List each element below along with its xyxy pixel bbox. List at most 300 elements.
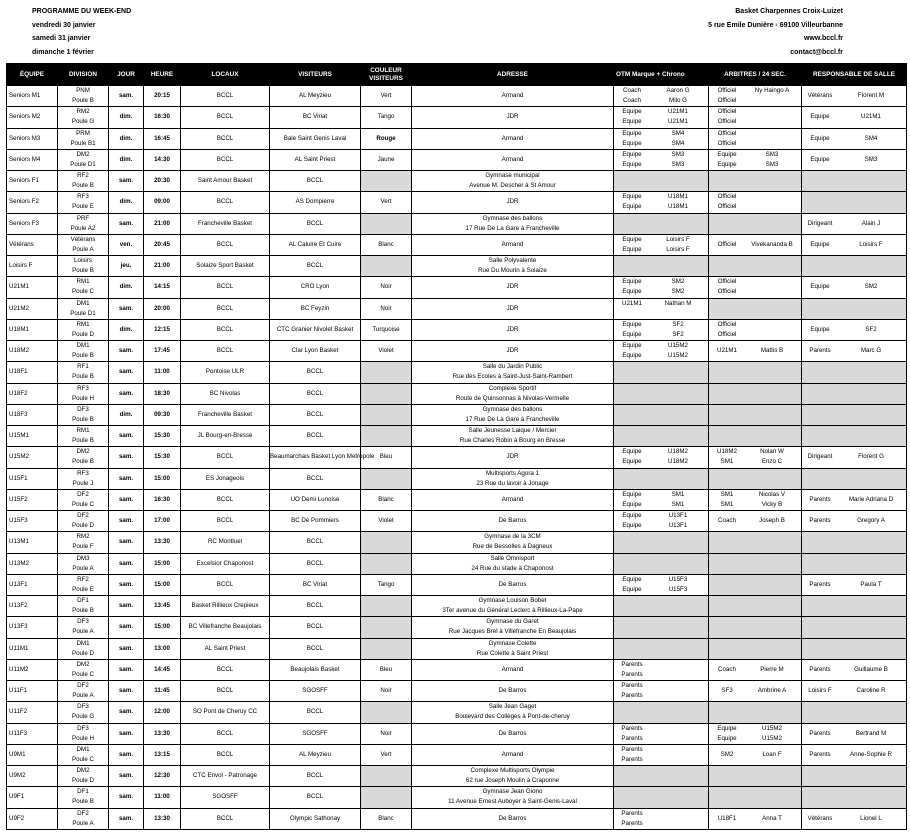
hall-manager-cell (802, 298, 907, 319)
home-team-cell: Solaize Sport Basket (181, 256, 270, 277)
division-level: DM1 (76, 342, 90, 350)
division-pool: Poule C (71, 288, 94, 296)
hall-manager-cell-role: Vétérans (807, 814, 833, 822)
away-team-cell: BCCL (270, 426, 361, 447)
away-team-cell: Beaujolais Basket (270, 659, 361, 680)
away-team-cell: BCCL (270, 468, 361, 489)
table-row (7, 107, 907, 128)
division-pool: Poule B (72, 373, 94, 381)
referee-cell-person (743, 202, 801, 212)
address-cell (412, 171, 614, 192)
otm-cell-role: Equipe (622, 585, 642, 593)
referee-cell (709, 149, 802, 170)
home-team-cell: BCCL (181, 86, 270, 107)
address-line: Rue des Ecoles à Saint-Just-Saint-Rambert (452, 373, 573, 381)
hall-manager-cell-person: Marie Adriana D (848, 495, 894, 503)
away-color-cell: Tango (361, 107, 412, 128)
away-team-cell: Olympic Sathonay (270, 808, 361, 829)
team-cell: U21M2 (7, 298, 58, 319)
away-color-cell (361, 171, 412, 192)
away-color-cell: Vert (361, 86, 412, 107)
otm-cell-person: U13F1 (668, 512, 688, 520)
otm-cell-role: Equipe (622, 160, 642, 168)
col-header-otm-text: OTM Marque + Chrono (616, 70, 685, 78)
division-level: DF1 (77, 788, 89, 796)
time-cell: 21:00 (144, 256, 181, 277)
table-row (7, 362, 907, 383)
address-line: De Barros (498, 729, 527, 737)
referee-cell-line (709, 96, 801, 106)
referee-cell-person (743, 139, 801, 149)
home-team-cell: RC Montluel (181, 532, 270, 553)
otm-cell-role: Equipe (622, 342, 642, 350)
referee-cell-line (709, 665, 801, 675)
table-row (7, 256, 907, 277)
table-row (7, 298, 907, 319)
away-team-cell: BC De Pommiers (270, 511, 361, 532)
referee-cell-role: Equipe (717, 724, 737, 732)
division-pool: Poule B (72, 352, 94, 360)
hall-manager-cell-person: SM4 (864, 134, 878, 142)
otm-cell-person: Aaron G (666, 87, 690, 95)
referee-cell (709, 553, 802, 574)
referee-cell-line (709, 202, 801, 212)
division-cell (58, 744, 109, 765)
time-cell: 13:45 (144, 596, 181, 617)
otm-cell (614, 234, 709, 255)
address-cell (412, 234, 614, 255)
address-line: JDR (506, 453, 519, 461)
time-cell: 14:15 (144, 277, 181, 298)
otm-cell-person: SM1 (671, 500, 685, 508)
otm-cell-line (614, 681, 708, 691)
referee-cell-line (709, 447, 801, 457)
otm-cell-line (614, 299, 708, 309)
home-team-cell: Pontoise ULR (181, 362, 270, 383)
otm-cell-person: SM3 (671, 160, 685, 168)
team-cell: U15F1 (7, 468, 58, 489)
referee-cell-line (709, 139, 801, 149)
otm-cell-line (614, 320, 708, 330)
club-name: Basket Charpennes Croix-Luizet (735, 8, 843, 15)
day-cell: sam. (109, 808, 144, 829)
otm-cell-line (614, 691, 708, 701)
away-team-cell: BC Feyzin (270, 298, 361, 319)
referee-cell-role: Officiel (717, 320, 737, 328)
referee-cell-person (743, 96, 801, 106)
referee-cell (709, 341, 802, 362)
team-cell: Vétérans (7, 234, 58, 255)
otm-cell-line (614, 755, 708, 765)
otm-cell (614, 659, 709, 680)
division-pool: Poule B (72, 415, 94, 423)
address-cell (412, 149, 614, 170)
table-row (7, 489, 907, 510)
division-pool: Poule H (71, 394, 94, 402)
otm-cell-person: U15M2 (668, 352, 688, 360)
team-cell: U9M2 (7, 766, 58, 787)
hall-manager-cell-person: U21M1 (861, 113, 881, 121)
team-cell: U9F1 (7, 787, 58, 808)
referee-cell (709, 808, 802, 829)
division-pool: Poule F (72, 543, 94, 551)
division-pool: Poule E (72, 585, 94, 593)
otm-cell-person: Nathan M (664, 299, 692, 307)
address-line: Gymnase Colette (488, 639, 537, 647)
time-cell: 15:30 (144, 426, 181, 447)
team-cell: Seniors M2 (7, 107, 58, 128)
address-cell (412, 489, 614, 510)
referee-cell (709, 404, 802, 425)
team-cell: U15F3 (7, 511, 58, 532)
hall-manager-cell (802, 511, 907, 532)
hall-manager-cell-line (802, 665, 906, 675)
hall-manager-cell (802, 574, 907, 595)
away-team-cell: CTC Granier Nivolet Basket (270, 319, 361, 340)
referee-cell-person: Enzo C (761, 458, 783, 466)
referee-cell (709, 171, 802, 192)
time-cell: 14:45 (144, 659, 181, 680)
address-line: Gymnase du Garet (486, 618, 539, 626)
day-cell: sam. (109, 617, 144, 638)
address-cell (412, 128, 614, 149)
otm-cell (614, 723, 709, 744)
referee-cell-line (709, 457, 801, 467)
otm-cell (614, 638, 709, 659)
division-level: RF3 (77, 469, 89, 477)
otm-cell-role: Equipe (622, 448, 642, 456)
otm-cell-role: Equipe (622, 118, 642, 126)
otm-cell-line (614, 192, 708, 202)
otm-cell-role: Parents (621, 660, 643, 668)
referee-cell-person: Nicolas V (758, 490, 786, 498)
otm-cell-line (614, 160, 708, 170)
table-row (7, 596, 907, 617)
otm-cell (614, 319, 709, 340)
otm-cell (614, 766, 709, 787)
team-cell: Seniors M1 (7, 86, 58, 107)
time-cell: 09:00 (144, 192, 181, 213)
away-color-cell: Violet (361, 511, 412, 532)
division-cell (58, 596, 109, 617)
referee-cell-line (709, 516, 801, 526)
division-pool: Poule G (71, 118, 95, 126)
division-pool: Poule D1 (70, 160, 96, 168)
hall-manager-cell-person: Alain J (861, 219, 881, 227)
address-line: De Barros (498, 687, 527, 695)
date-line: vendredi 30 janvier (32, 21, 96, 29)
away-team-cell: BCCL (270, 256, 361, 277)
day-cell: sam. (109, 766, 144, 787)
otm-cell-role: Equipe (622, 320, 642, 328)
otm-cell-role: Equipe (622, 458, 642, 466)
col-header-division: DIVISION (58, 64, 109, 86)
home-team-cell: BC Villefranche Beaujolais (181, 617, 270, 638)
table-row (7, 574, 907, 595)
referee-cell (709, 107, 802, 128)
home-team-cell: SGOSFF (181, 787, 270, 808)
division-level: Vétérans (70, 235, 96, 243)
home-team-cell: BCCL (181, 128, 270, 149)
division-level: DF2 (77, 490, 89, 498)
home-team-cell: BCCL (181, 319, 270, 340)
referee-cell-line (709, 117, 801, 127)
club-address: 5 rue Emile Dunière - 69100 Villeurbanne (708, 21, 843, 29)
otm-cell-line (614, 447, 708, 457)
referee-cell-role: Officiel (717, 240, 737, 248)
address-line: Armand (501, 155, 524, 163)
away-color-cell: Blanc (361, 489, 412, 510)
away-color-cell (361, 213, 412, 234)
otm-cell (614, 808, 709, 829)
table-row (7, 86, 907, 107)
division-pool: Poule B (72, 458, 94, 466)
day-cell: dim. (109, 107, 144, 128)
away-color-cell (361, 532, 412, 553)
otm-cell (614, 277, 709, 298)
away-color-cell: Vert (361, 192, 412, 213)
hall-manager-cell-line (802, 240, 906, 250)
home-team-cell: BCCL (181, 234, 270, 255)
referee-cell-line (709, 150, 801, 160)
referee-cell-role: Officiel (717, 203, 737, 211)
division-pool: Poule A2 (70, 224, 96, 232)
table-row (7, 532, 907, 553)
address-line: Gymnase des ballons (482, 405, 543, 413)
address-line: Rue Charles Robin à Bourg en Bresse (459, 437, 566, 445)
day-cell: sam. (109, 362, 144, 383)
address-cell (412, 277, 614, 298)
away-team-cell: BC Viriat (270, 574, 361, 595)
day-cell: sam. (109, 744, 144, 765)
referee-cell-role: SF3 (721, 687, 733, 695)
day-cell: sam. (109, 681, 144, 702)
team-cell: U9M1 (7, 744, 58, 765)
address-cell (412, 213, 614, 234)
time-cell: 11:45 (144, 681, 181, 702)
otm-cell-line (614, 277, 708, 287)
table-row (7, 128, 907, 149)
referee-cell-line (709, 490, 801, 500)
time-cell: 12:00 (144, 702, 181, 723)
team-cell: U13M2 (7, 553, 58, 574)
division-pool: Poule D (71, 522, 94, 530)
address-cell (412, 511, 614, 532)
otm-cell (614, 787, 709, 808)
referee-cell-role: SM1 (720, 458, 734, 466)
team-cell: U18F3 (7, 404, 58, 425)
away-color-cell: Tango (361, 574, 412, 595)
time-cell: 12:15 (144, 319, 181, 340)
division-level: RM2 (76, 533, 90, 541)
referee-cell-role: Equipe (717, 734, 737, 742)
otm-cell-role: Parents (621, 809, 643, 817)
division-pool: Poule C (71, 670, 94, 678)
col-header-adresse: ADRESSE (412, 64, 614, 86)
hall-manager-cell (802, 149, 907, 170)
hall-manager-cell (802, 277, 907, 298)
hall-manager-cell-person: Caroline R (856, 687, 886, 695)
referee-cell (709, 723, 802, 744)
otm-cell-person: SM3 (671, 150, 685, 158)
day-cell: sam. (109, 298, 144, 319)
referee-cell-person (743, 192, 801, 202)
hall-manager-cell-role: Equipe (810, 283, 830, 291)
otm-cell-role: Parents (621, 724, 643, 732)
division-cell (58, 277, 109, 298)
away-color-cell (361, 596, 412, 617)
division-level: PNM (76, 87, 90, 95)
division-pool: Poule B (72, 437, 94, 445)
division-level: RM1 (76, 278, 90, 286)
time-cell: 11:00 (144, 787, 181, 808)
table-row (7, 149, 907, 170)
address-line: 24 Rue du stade à Chaponost (471, 564, 554, 572)
otm-cell-line (614, 457, 708, 467)
division-cell (58, 723, 109, 744)
referee-cell-person: Anna T (762, 814, 782, 822)
otm-cell (614, 574, 709, 595)
hall-manager-cell-line (802, 495, 906, 505)
division-cell (58, 107, 109, 128)
table-row (7, 426, 907, 447)
division-level: Loisirs (74, 257, 92, 265)
hall-manager-cell (802, 553, 907, 574)
away-color-cell: Noir (361, 298, 412, 319)
hall-manager-cell-role: Equipe (810, 240, 830, 248)
header-left (32, 5, 131, 59)
team-cell: U13F1 (7, 574, 58, 595)
division-level: RF3 (77, 384, 89, 392)
address-line: JDR (506, 325, 519, 333)
address-line: Rue Du Mourin à Solaize (478, 267, 547, 275)
address-cell (412, 426, 614, 447)
time-cell: 13:15 (144, 744, 181, 765)
team-cell: U18F2 (7, 383, 58, 404)
away-color-cell: Jaune (361, 149, 412, 170)
away-team-cell: BCCL (270, 596, 361, 617)
hall-manager-cell (802, 192, 907, 213)
club-email[interactable]: contact@bccl.fr (790, 48, 843, 56)
table-row (7, 681, 907, 702)
otm-cell-person (648, 809, 708, 819)
schedule-body (7, 86, 907, 830)
hall-manager-cell (802, 489, 907, 510)
header-right (708, 5, 843, 59)
otm-cell-role: Equipe (622, 490, 642, 498)
otm-cell-line (614, 86, 708, 96)
referee-cell (709, 468, 802, 489)
table-row (7, 553, 907, 574)
away-color-cell (361, 553, 412, 574)
division-pool: Poule G (71, 713, 95, 721)
hall-manager-cell (802, 362, 907, 383)
otm-cell-role: Equipe (622, 500, 642, 508)
day-cell: dim. (109, 404, 144, 425)
home-team-cell: Excelsior Chaponost (181, 553, 270, 574)
otm-cell-line (614, 139, 708, 149)
address-line: Salle Polyvalente (488, 257, 537, 265)
club-website[interactable]: www.bccl.fr (803, 35, 843, 43)
hall-manager-cell-line (802, 112, 906, 122)
away-team-cell: AL Saint Priest (270, 149, 361, 170)
address-line: Gymnase des ballons (482, 214, 543, 222)
time-cell: 13:00 (144, 638, 181, 659)
col-header-responsable: RESPONSABLE DE SALLE (802, 64, 907, 86)
division-cell (58, 574, 109, 595)
otm-cell (614, 256, 709, 277)
table-row (7, 404, 907, 425)
hall-manager-cell (802, 681, 907, 702)
hall-manager-cell (802, 86, 907, 107)
hall-manager-cell (802, 766, 907, 787)
referee-cell (709, 787, 802, 808)
division-level: RF3 (77, 193, 89, 201)
division-cell (58, 617, 109, 638)
address-cell (412, 638, 614, 659)
table-header-row (7, 64, 907, 86)
referee-cell (709, 192, 802, 213)
division-cell (58, 468, 109, 489)
otm-cell-line (614, 585, 708, 595)
hall-manager-cell-role: Dirigeant (807, 219, 833, 227)
address-cell (412, 383, 614, 404)
address-line: JDR (506, 198, 519, 206)
address-cell (412, 659, 614, 680)
hall-manager-cell-line (802, 580, 906, 590)
hall-manager-cell-line (802, 219, 906, 229)
team-cell: U13M1 (7, 532, 58, 553)
otm-cell-person: SM4 (671, 139, 685, 147)
address-line: Salle Jean Gaget (488, 703, 537, 711)
division-cell (58, 447, 109, 468)
address-line: Gymnase Jean Giono (482, 788, 543, 796)
hall-manager-cell (802, 808, 907, 829)
otm-cell-line (614, 245, 708, 255)
referee-cell-person (743, 320, 801, 330)
away-color-cell: Noir (361, 681, 412, 702)
division-cell (58, 702, 109, 723)
day-cell: sam. (109, 574, 144, 595)
referee-cell (709, 319, 802, 340)
day-cell: sam. (109, 171, 144, 192)
otm-cell (614, 447, 709, 468)
day-cell: sam. (109, 341, 144, 362)
time-cell: 20:15 (144, 86, 181, 107)
day-cell: sam. (109, 447, 144, 468)
home-team-cell: BCCL (181, 659, 270, 680)
away-team-cell: BCCL (270, 213, 361, 234)
hall-manager-cell-person: SF2 (865, 325, 877, 333)
otm-cell-person: U21M1 (668, 118, 688, 126)
otm-cell-line (614, 235, 708, 245)
otm-cell (614, 171, 709, 192)
address-line: Armand (501, 665, 524, 673)
otm-cell-role: Coach (623, 97, 641, 105)
otm-cell (614, 596, 709, 617)
time-cell: 21:00 (144, 213, 181, 234)
address-line: 23 Rue du lavoir à Jonage (476, 479, 549, 487)
otm-cell-person: U18M1 (668, 193, 688, 201)
table-row (7, 447, 907, 468)
time-cell: 15:30 (144, 447, 181, 468)
table-row (7, 808, 907, 829)
referee-cell (709, 447, 802, 468)
address-cell (412, 404, 614, 425)
away-team-cell: CRO Lyon (270, 277, 361, 298)
address-cell (412, 766, 614, 787)
hall-manager-cell-line (802, 282, 906, 292)
